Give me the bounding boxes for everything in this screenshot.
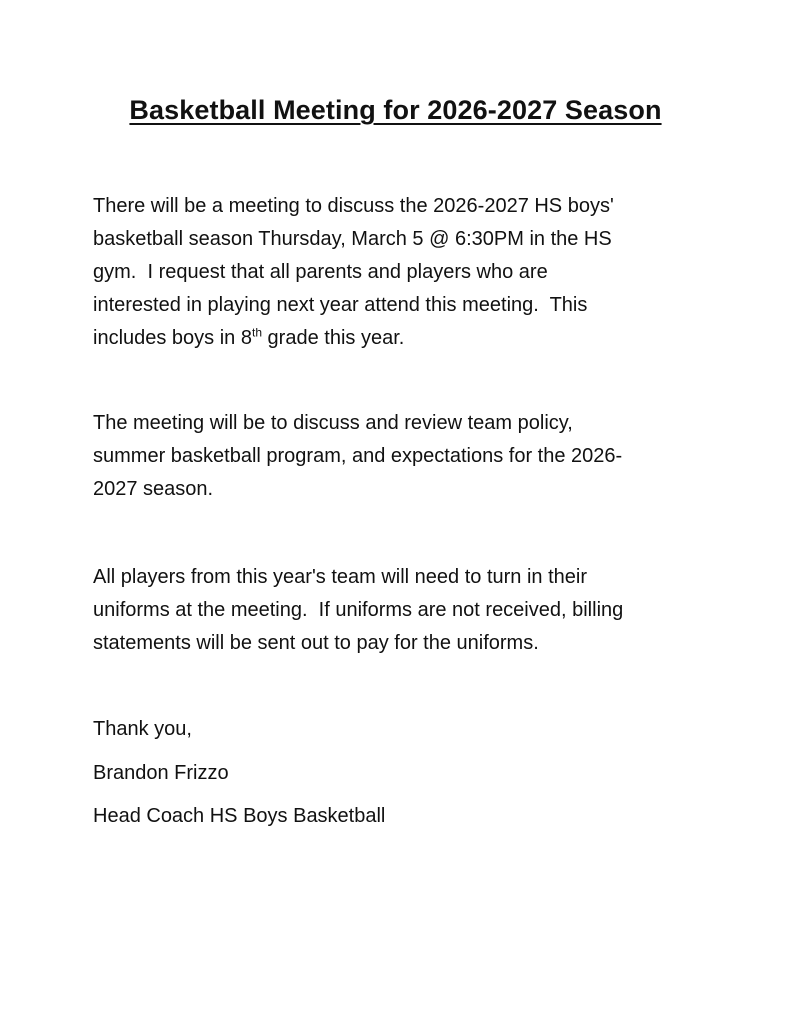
document-title: Basketball Meeting for 2026-2027 Season bbox=[129, 95, 662, 125]
text-line: basketball season Thursday, March 5 @ 6:30PM in the HS bbox=[93, 228, 612, 250]
text-fragment: includes boys in 8 bbox=[93, 327, 252, 349]
text-line: There will be a meeting to discuss the 2026-2027 HS boys' bbox=[93, 195, 614, 217]
paragraph-uniform-return bbox=[93, 561, 713, 660]
signature-name: Brandon Frizzo bbox=[93, 762, 229, 784]
paragraph-meeting-details bbox=[93, 190, 713, 355]
closing-line: Thank you, bbox=[93, 718, 192, 740]
text-line: gym. I request that all parents and players who are bbox=[93, 261, 548, 283]
paragraph-meeting-purpose bbox=[93, 407, 713, 506]
text-line: interested in playing next year attend this meeting. This bbox=[93, 294, 588, 316]
text-line: uniforms at the meeting. If uniforms are not received, billing bbox=[93, 599, 624, 621]
ordinal-suffix: th bbox=[251, 325, 262, 340]
text-line: All players from this year's team will need to turn in their bbox=[93, 566, 588, 588]
text-fragment: grade this year. bbox=[262, 327, 405, 349]
text-line bbox=[93, 322, 713, 355]
text-line: The meeting will be to discuss and review team policy, bbox=[93, 412, 573, 434]
signature-title: Head Coach HS Boys Basketball bbox=[93, 805, 386, 827]
text-line: 2027 season. bbox=[93, 478, 214, 500]
text-line: summer basketball program, and expectations for the 2026- bbox=[93, 445, 623, 467]
text-line: statements will be sent out to pay for the uniforms. bbox=[93, 632, 539, 654]
